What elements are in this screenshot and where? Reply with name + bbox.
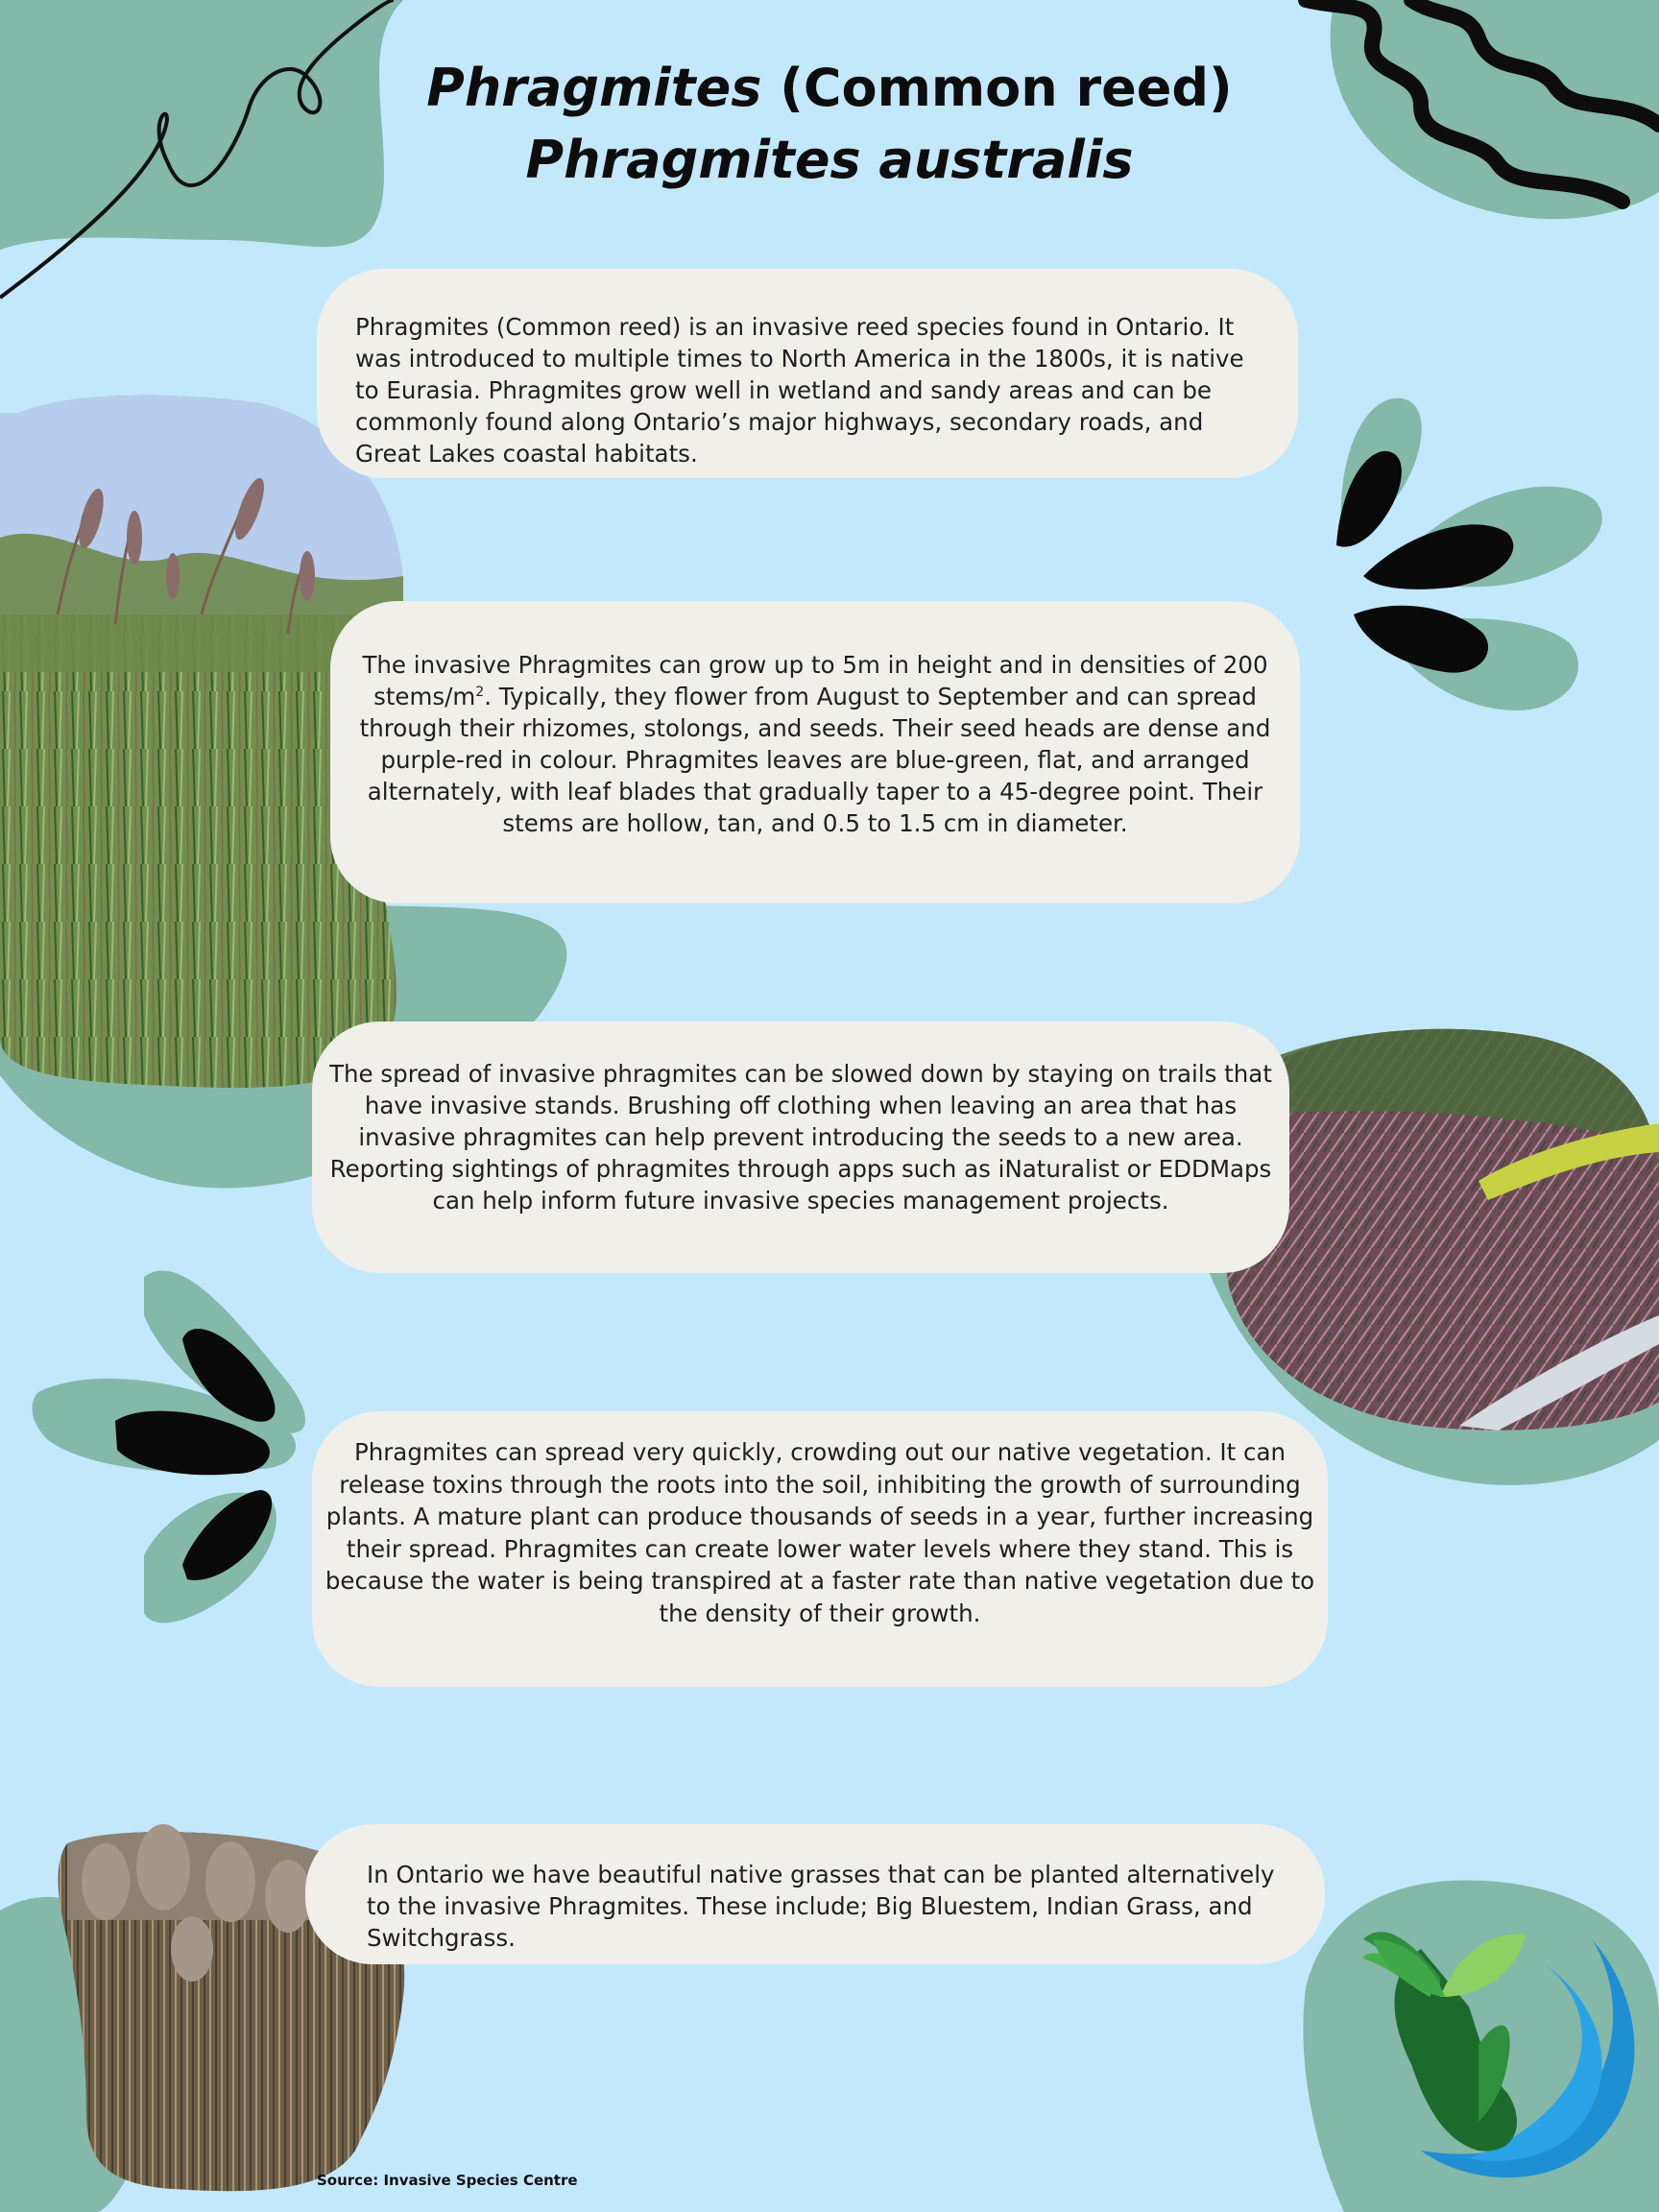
title-genus: Phragmites bbox=[426, 58, 762, 118]
impact-text: Phragmites can spread very quickly, crowding out our native vegetation. It can release toxins through the roots into the soil, inhibiting the growth of surrounding plants. A mature plant can produce thousands of seeds in a year, further increasing their spread. Phragmites can create lower water levels where they stand. This is because the water is being transpired at a faster rate than native vegetation due to the density of their growth. bbox=[325, 1438, 1315, 1627]
description-text-end: . Typically, they flower from August to September and can spread through their rhizomes, stolongs, and seeds. Their seed heads are dense and purple-red in colour. Phragmites leaves are blue-green, flat, and arranged alternately, with leaf blades that gradually taper to a 45-degree point. Their stems are hollow, tan, and 0.5 to 1.5 cm in diameter. bbox=[359, 683, 1271, 837]
leaf-petals-icon bbox=[1336, 398, 1602, 710]
source-credit: Source: Invasive Species Centre bbox=[317, 2172, 578, 2189]
description-text-start: The invasive Phragmites can grow up to 5m in height and in densities of 200 stems/m bbox=[362, 651, 1268, 710]
prevention-card bbox=[312, 1022, 1289, 1273]
leaf-petals-icon bbox=[32, 1270, 305, 1623]
prevention-text: The spread of invasive phragmites can be slowed down by staying on trails that have invasive stands. Brushing off clothing when leaving an area that has invasive phragmites can help prevent introducing the seeds to a new area. Reporting sightings of phragmites through apps such as iNaturalist or EDDMaps can help inform future invasive species management projects. bbox=[329, 1060, 1272, 1214]
alternatives-card bbox=[305, 1824, 1325, 1964]
intro-card bbox=[317, 269, 1298, 478]
page-title bbox=[0, 58, 1659, 118]
impact-card bbox=[312, 1411, 1328, 1687]
page-subtitle: Phragmites australis bbox=[525, 130, 1134, 190]
description-superscript: 2 bbox=[475, 684, 485, 700]
alternatives-text: In Ontario we have beautiful native grasses that can be planted alternatively to the invasive Phragmites. These include; Big Bluestem, Indian Grass, and Switchgrass. bbox=[367, 1861, 1275, 1952]
title-common-name: (Common reed) bbox=[761, 58, 1233, 118]
description-card bbox=[330, 601, 1300, 903]
intro-text: Phragmites (Common reed) is an invasive reed species found in Ontario. It was introduced to multiple times to North America in the 1800s, it is native to Eurasia. Phragmites grow well in wetland and sandy areas and can be commonly found along Ontario’s major highways, secondary roads, and Great Lakes coastal habitats. bbox=[355, 313, 1244, 468]
description-text bbox=[344, 649, 1286, 839]
